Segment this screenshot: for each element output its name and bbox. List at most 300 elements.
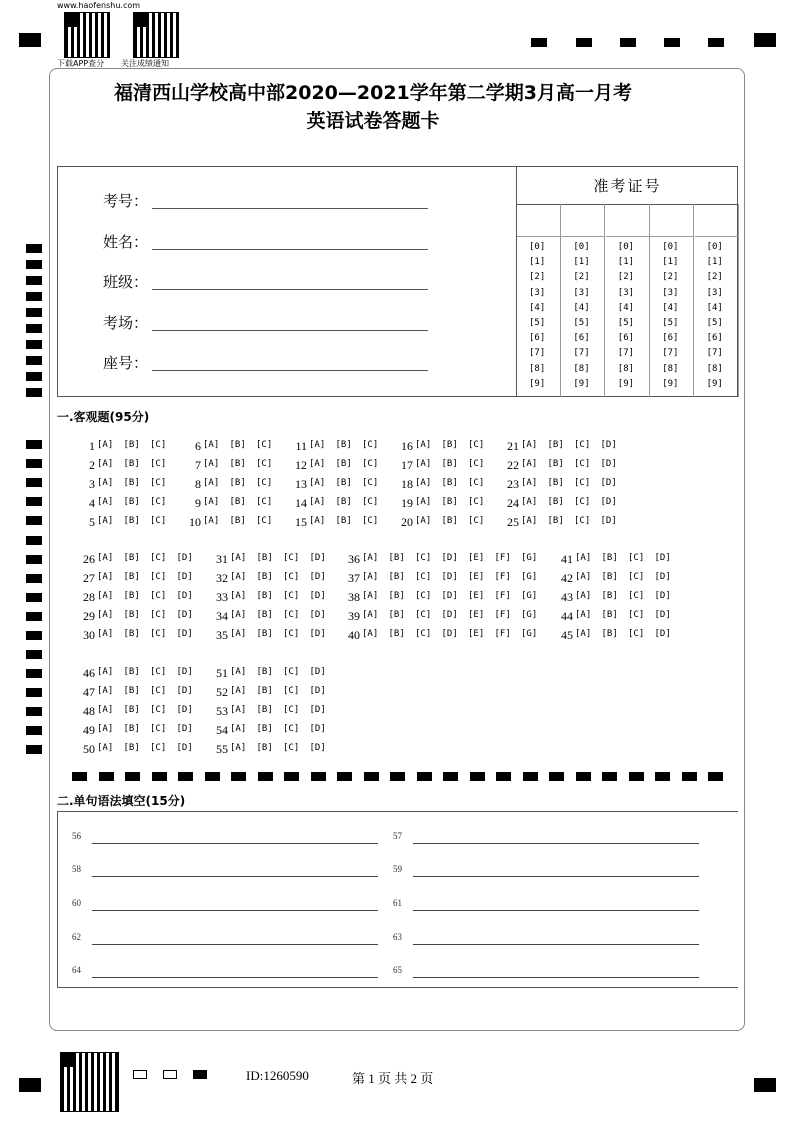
answer-bubble: [C] xyxy=(415,572,432,582)
admission-digit-bubble: [5] xyxy=(662,318,679,328)
answer-bubble: [B] xyxy=(547,478,564,488)
answer-bubble: [D] xyxy=(441,591,458,601)
blank-number: 65 xyxy=(393,965,402,975)
admission-digit-box xyxy=(561,204,604,237)
answer-bubble: [B] xyxy=(601,629,618,639)
answer-bubble: [D] xyxy=(654,591,671,601)
admission-digit-box xyxy=(517,204,560,237)
answer-bubble: [A] xyxy=(362,591,379,601)
answer-bubble: [B] xyxy=(123,629,140,639)
info-field-label: 姓名： xyxy=(103,233,149,251)
separator-dash xyxy=(682,772,697,781)
answer-bubble: [A] xyxy=(97,724,114,734)
answer-bubble: [A] xyxy=(203,478,220,488)
admission-digit-bubble: [2] xyxy=(529,272,546,283)
question-number: 21 xyxy=(507,439,519,453)
answer-bubble: [B] xyxy=(256,743,273,753)
answer-bubble: [A] xyxy=(230,553,247,563)
question-number: 30 xyxy=(83,628,95,642)
question-number: 7 xyxy=(195,458,201,472)
question-number: 46 xyxy=(83,666,95,680)
separator-dash xyxy=(72,772,87,781)
info-field-line xyxy=(152,198,428,209)
separator-dash xyxy=(125,772,140,781)
answer-bubble: [D] xyxy=(309,724,326,734)
separator-dash xyxy=(152,772,167,781)
admission-digit-bubble: [8] xyxy=(617,363,635,374)
admission-digit-bubble: [7] xyxy=(662,348,679,359)
question-number: 18 xyxy=(401,477,413,491)
admission-digit-bubble: [4] xyxy=(529,302,546,313)
answer-bubble: [C] xyxy=(150,553,167,563)
question-number: 48 xyxy=(83,704,95,718)
question-number: 8 xyxy=(195,477,201,491)
corner-mark-bottom-left xyxy=(19,1078,41,1092)
answer-bubble: [A] xyxy=(362,610,379,620)
admission-digit-bubble: [8] xyxy=(706,363,723,374)
separator-dash xyxy=(549,772,564,781)
answer-bubble: [C] xyxy=(468,478,485,488)
admission-digit-bubble: [6] xyxy=(662,333,679,344)
answer-bubble: [C] xyxy=(415,629,432,639)
answer-bubble: [A] xyxy=(415,440,432,450)
admission-digit-bubble: [3] xyxy=(529,287,546,298)
answer-bubble: [F] xyxy=(494,629,511,639)
answer-bubble: [B] xyxy=(441,497,458,507)
answer-bubble: [B] xyxy=(441,478,458,488)
answer-bubble: [B] xyxy=(388,610,405,620)
admission-digit-bubble: [1] xyxy=(617,257,635,268)
answer-bubble: [D] xyxy=(309,591,326,601)
qr-code-notify xyxy=(133,12,179,58)
answer-bubble: [D] xyxy=(176,572,193,582)
answer-bubble: [A] xyxy=(97,591,114,601)
footer-mark-hollow-2 xyxy=(163,1070,177,1079)
admission-digit-bubble: [9] xyxy=(529,378,546,389)
answer-bubble: [B] xyxy=(123,459,140,469)
answer-bubble: [B] xyxy=(388,572,405,582)
answer-bubble: [B] xyxy=(123,686,140,696)
admission-digit-bubble: [0] xyxy=(662,242,679,252)
answer-bubble: [B] xyxy=(547,440,564,450)
question-number: 6 xyxy=(195,439,201,453)
admission-digit-bubble: [3] xyxy=(706,287,723,298)
answer-bubble: [C] xyxy=(150,572,167,582)
answer-bubble: [D] xyxy=(309,572,326,582)
answer-bubble: [C] xyxy=(150,516,167,526)
question-number: 53 xyxy=(216,704,228,718)
question-number: 44 xyxy=(561,609,573,623)
admission-digit-bubble: [8] xyxy=(529,363,546,374)
answer-bubble: [B] xyxy=(229,478,246,488)
separator-dash xyxy=(523,772,538,781)
question-number: 4 xyxy=(89,496,95,510)
footer-mark-hollow-1 xyxy=(133,1070,147,1079)
question-number: 5 xyxy=(89,515,95,529)
answer-bubble: [B] xyxy=(123,553,140,563)
question-number: 12 xyxy=(295,458,307,472)
question-number: 15 xyxy=(295,515,307,529)
answer-bubble: [B] xyxy=(256,705,273,715)
answer-bubble: [D] xyxy=(654,629,671,639)
question-number: 22 xyxy=(507,458,519,472)
question-number: 20 xyxy=(401,515,413,529)
question-number: 31 xyxy=(216,552,228,566)
question-number: 16 xyxy=(401,439,413,453)
question-number: 25 xyxy=(507,515,519,529)
answer-bubble: [C] xyxy=(256,497,273,507)
answer-line xyxy=(92,967,378,978)
answer-bubble: [D] xyxy=(441,629,458,639)
answer-bubble: [C] xyxy=(256,516,273,526)
answer-bubble: [C] xyxy=(150,591,167,601)
answer-bubble: [D] xyxy=(309,610,326,620)
admission-digit-bubble: [5] xyxy=(573,318,590,328)
timing-mark-top xyxy=(708,38,724,47)
question-number: 52 xyxy=(216,685,228,699)
blank-number: 63 xyxy=(393,932,402,942)
qr-app-caption: 下载APP查分 xyxy=(57,59,105,68)
question-number: 54 xyxy=(216,723,228,737)
timing-mark-left xyxy=(26,745,42,754)
admission-digit-bubble: [4] xyxy=(573,302,590,313)
timing-mark-left xyxy=(26,308,42,317)
answer-bubble: [D] xyxy=(600,440,617,450)
admission-digit-bubble: [0] xyxy=(706,242,723,252)
question-number: 55 xyxy=(216,742,228,756)
answer-bubble: [C] xyxy=(150,705,167,715)
answer-bubble: [C] xyxy=(362,516,379,526)
timing-mark-left xyxy=(26,516,42,525)
question-number: 24 xyxy=(507,496,519,510)
answer-bubble: [B] xyxy=(123,724,140,734)
question-number: 11 xyxy=(295,439,307,453)
question-number: 35 xyxy=(216,628,228,642)
timing-mark-left xyxy=(26,478,42,487)
separator-dash xyxy=(258,772,273,781)
blank-number: 61 xyxy=(393,898,402,908)
answer-bubble: [C] xyxy=(628,610,645,620)
answer-bubble: [B] xyxy=(123,478,140,488)
blank-number: 56 xyxy=(72,831,81,841)
answer-bubble: [A] xyxy=(309,516,326,526)
sheet-subtitle: 英语试卷答题卡 xyxy=(306,110,440,132)
answer-bubble: [A] xyxy=(230,686,247,696)
answer-bubble: [E] xyxy=(468,629,485,639)
page-number: 第 1 页 共 2 页 xyxy=(352,1071,434,1086)
blank-number: 62 xyxy=(72,932,81,942)
timing-mark-left xyxy=(26,612,42,621)
answer-bubble: [B] xyxy=(256,572,273,582)
question-number: 19 xyxy=(401,496,413,510)
question-number: 23 xyxy=(507,477,519,491)
answer-bubble: [A] xyxy=(575,553,592,563)
answer-line xyxy=(413,866,699,877)
question-number: 36 xyxy=(348,552,360,566)
admission-digit-bubble: [4] xyxy=(662,302,679,313)
question-number: 17 xyxy=(401,458,413,472)
answer-bubble: [C] xyxy=(150,440,167,450)
answer-bubble: [C] xyxy=(362,497,379,507)
timing-mark-left xyxy=(26,356,42,365)
timing-mark-left xyxy=(26,497,42,506)
answer-bubble: [A] xyxy=(97,667,114,677)
answer-bubble: [A] xyxy=(97,459,114,469)
info-field-line xyxy=(152,239,428,250)
answer-bubble: [A] xyxy=(230,667,247,677)
answer-bubble: [B] xyxy=(601,591,618,601)
timing-mark-top xyxy=(576,38,592,47)
answer-bubble: [A] xyxy=(230,610,247,620)
answer-bubble: [D] xyxy=(600,478,617,488)
answer-bubble: [A] xyxy=(521,459,538,469)
answer-bubble: [A] xyxy=(97,610,114,620)
answer-bubble: [F] xyxy=(494,591,511,601)
answer-bubble: [A] xyxy=(575,572,592,582)
answer-bubble: [A] xyxy=(97,440,114,450)
question-number: 38 xyxy=(348,590,360,604)
answer-line xyxy=(92,900,378,911)
admission-number-title: 准考证号 xyxy=(517,166,738,205)
timing-mark-left xyxy=(26,324,42,333)
answer-bubble: [C] xyxy=(574,440,591,450)
question-number: 13 xyxy=(295,477,307,491)
sheet-title: 福清西山学校高中部2020—2021学年第二学期3月高一月考 xyxy=(114,82,632,104)
info-field-label: 班级： xyxy=(103,273,149,291)
answer-bubble: [A] xyxy=(203,497,220,507)
answer-bubble: [A] xyxy=(362,553,379,563)
question-number: 29 xyxy=(83,609,95,623)
answer-bubble: [B] xyxy=(123,516,140,526)
admission-digit-bubble: [7] xyxy=(617,348,635,359)
separator-dash xyxy=(364,772,379,781)
separator-dash xyxy=(390,772,405,781)
answer-bubble: [B] xyxy=(123,705,140,715)
separator-dash xyxy=(629,772,644,781)
answer-bubble: [B] xyxy=(335,440,352,450)
footer-mark-solid xyxy=(193,1070,207,1079)
answer-bubble: [A] xyxy=(309,478,326,488)
answer-bubble: [B] xyxy=(335,516,352,526)
answer-bubble: [B] xyxy=(256,591,273,601)
separator-dash xyxy=(470,772,485,781)
answer-bubble: [A] xyxy=(230,591,247,601)
answer-bubble: [C] xyxy=(283,629,300,639)
question-number: 9 xyxy=(195,496,201,510)
answer-bubble: [D] xyxy=(654,610,671,620)
blank-number: 57 xyxy=(393,831,402,841)
admission-digit-bubble: [6] xyxy=(617,333,635,344)
separator-dash xyxy=(576,772,591,781)
corner-mark-top-right xyxy=(754,33,776,47)
answer-bubble: [C] xyxy=(283,686,300,696)
answer-bubble: [E] xyxy=(468,610,485,620)
answer-bubble: [B] xyxy=(256,553,273,563)
answer-bubble: [E] xyxy=(468,572,485,582)
separator-dash xyxy=(178,772,193,781)
answer-bubble: [C] xyxy=(256,478,273,488)
question-number: 10 xyxy=(189,515,201,529)
admission-number-grid xyxy=(516,166,738,397)
answer-bubble: [D] xyxy=(600,516,617,526)
timing-mark-left xyxy=(26,536,42,545)
timing-mark-top xyxy=(620,38,636,47)
question-number: 41 xyxy=(561,552,573,566)
separator-dash xyxy=(602,772,617,781)
admission-digit-bubble: [2] xyxy=(706,272,723,283)
answer-bubble: [C] xyxy=(628,572,645,582)
timing-mark-left xyxy=(26,555,42,564)
separator-dash xyxy=(99,772,114,781)
answer-bubble: [A] xyxy=(415,459,432,469)
question-number: 14 xyxy=(295,496,307,510)
answer-bubble: [C] xyxy=(150,667,167,677)
answer-bubble: [A] xyxy=(230,743,247,753)
answer-bubble: [B] xyxy=(123,497,140,507)
question-number: 32 xyxy=(216,571,228,585)
answer-bubble: [C] xyxy=(150,629,167,639)
answer-bubble: [D] xyxy=(176,705,193,715)
answer-bubble: [D] xyxy=(176,591,193,601)
separator-dash xyxy=(496,772,511,781)
blank-number: 59 xyxy=(393,864,402,874)
separator-dash xyxy=(708,772,723,781)
separator-dash xyxy=(284,772,299,781)
answer-bubble: [A] xyxy=(230,629,247,639)
answer-bubble: [A] xyxy=(97,516,114,526)
answer-bubble: [C] xyxy=(256,459,273,469)
admission-digit-bubble: [8] xyxy=(573,363,590,374)
question-number: 42 xyxy=(561,571,573,585)
answer-bubble: [A] xyxy=(415,497,432,507)
admission-digit-bubble: [0] xyxy=(573,242,590,252)
admission-digit-bubble: [9] xyxy=(617,378,635,389)
answer-bubble: [A] xyxy=(230,724,247,734)
answer-bubble: [G] xyxy=(521,591,538,601)
admission-digit-bubble: [3] xyxy=(573,287,590,298)
admission-digit-bubble: [2] xyxy=(617,272,635,283)
separator-dash xyxy=(655,772,670,781)
answer-bubble: [C] xyxy=(415,591,432,601)
answer-bubble: [D] xyxy=(309,686,326,696)
answer-bubble: [F] xyxy=(494,572,511,582)
answer-bubble: [A] xyxy=(362,572,379,582)
answer-bubble: [A] xyxy=(575,591,592,601)
admission-digit-bubble: [4] xyxy=(617,302,635,313)
answer-bubble: [D] xyxy=(654,553,671,563)
answer-bubble: [B] xyxy=(601,572,618,582)
blank-number: 64 xyxy=(72,965,81,975)
question-number: 45 xyxy=(561,628,573,642)
admission-digit-bubble: [9] xyxy=(706,378,723,389)
admission-digit-bubble: [1] xyxy=(573,257,590,268)
answer-bubble: [A] xyxy=(97,478,114,488)
timing-mark-left xyxy=(26,650,42,659)
admission-digit-bubble: [1] xyxy=(706,257,723,268)
answer-bubble: [C] xyxy=(362,478,379,488)
info-field-line xyxy=(152,320,428,331)
answer-bubble: [C] xyxy=(628,591,645,601)
answer-bubble: [B] xyxy=(229,516,246,526)
question-number: 47 xyxy=(83,685,95,699)
answer-bubble: [C] xyxy=(150,459,167,469)
answer-bubble: [D] xyxy=(441,610,458,620)
timing-mark-left xyxy=(26,631,42,640)
answer-bubble: [C] xyxy=(468,459,485,469)
admission-column xyxy=(561,204,605,397)
timing-mark-left xyxy=(26,388,42,397)
answer-bubble: [C] xyxy=(468,516,485,526)
admission-digit-bubble: [7] xyxy=(706,348,723,359)
timing-mark-left xyxy=(26,669,42,678)
answer-bubble: [A] xyxy=(203,516,220,526)
admission-digit-bubble: [9] xyxy=(662,378,679,389)
answer-bubble: [A] xyxy=(97,572,114,582)
answer-bubble: [C] xyxy=(628,553,645,563)
answer-bubble: [B] xyxy=(601,610,618,620)
question-number: 2 xyxy=(89,458,95,472)
question-number: 34 xyxy=(216,609,228,623)
timing-mark-top xyxy=(531,38,547,47)
answer-bubble: [B] xyxy=(601,553,618,563)
answer-bubble: [A] xyxy=(97,705,114,715)
answer-bubble: [C] xyxy=(150,686,167,696)
corner-mark-bottom-right xyxy=(754,1078,776,1092)
answer-bubble: [C] xyxy=(283,553,300,563)
timing-mark-left xyxy=(26,593,42,602)
admission-column xyxy=(606,204,650,397)
answer-bubble: [C] xyxy=(150,610,167,620)
timing-mark-left xyxy=(26,340,42,349)
blank-number: 60 xyxy=(72,898,81,908)
answer-bubble: [C] xyxy=(283,743,300,753)
answer-bubble: [E] xyxy=(468,553,485,563)
separator-dash xyxy=(231,772,246,781)
admission-digit-bubble: [0] xyxy=(617,242,635,252)
sheet-id: ID:1260590 xyxy=(246,1068,309,1083)
answer-line xyxy=(413,934,699,945)
answer-bubble: [D] xyxy=(176,743,193,753)
answer-bubble: [A] xyxy=(97,686,114,696)
answer-bubble: [G] xyxy=(521,629,538,639)
answer-bubble: [A] xyxy=(521,478,538,488)
site-url: www.haofenshu.com xyxy=(57,1,141,10)
answer-bubble: [C] xyxy=(362,440,379,450)
admission-digit-bubble: [5] xyxy=(617,318,635,328)
admission-digit-bubble: [3] xyxy=(617,287,635,298)
timing-mark-top xyxy=(664,38,680,47)
answer-bubble: [B] xyxy=(229,459,246,469)
answer-bubble: [B] xyxy=(388,629,405,639)
admission-digit-bubble: [1] xyxy=(529,257,546,268)
admission-digit-bubble: [6] xyxy=(573,333,590,344)
question-number: 49 xyxy=(83,723,95,737)
question-number: 37 xyxy=(348,571,360,585)
answer-bubble: [C] xyxy=(283,724,300,734)
answer-bubble: [C] xyxy=(150,497,167,507)
answer-bubble: [B] xyxy=(547,497,564,507)
answer-bubble: [A] xyxy=(97,629,114,639)
answer-bubble: [A] xyxy=(230,705,247,715)
question-number: 39 xyxy=(348,609,360,623)
answer-bubble: [B] xyxy=(123,743,140,753)
answer-bubble: [A] xyxy=(309,459,326,469)
answer-bubble: [D] xyxy=(654,572,671,582)
timing-mark-left xyxy=(26,574,42,583)
timing-mark-left xyxy=(26,688,42,697)
answer-bubble: [B] xyxy=(123,440,140,450)
admission-digit-bubble: [5] xyxy=(706,318,723,328)
